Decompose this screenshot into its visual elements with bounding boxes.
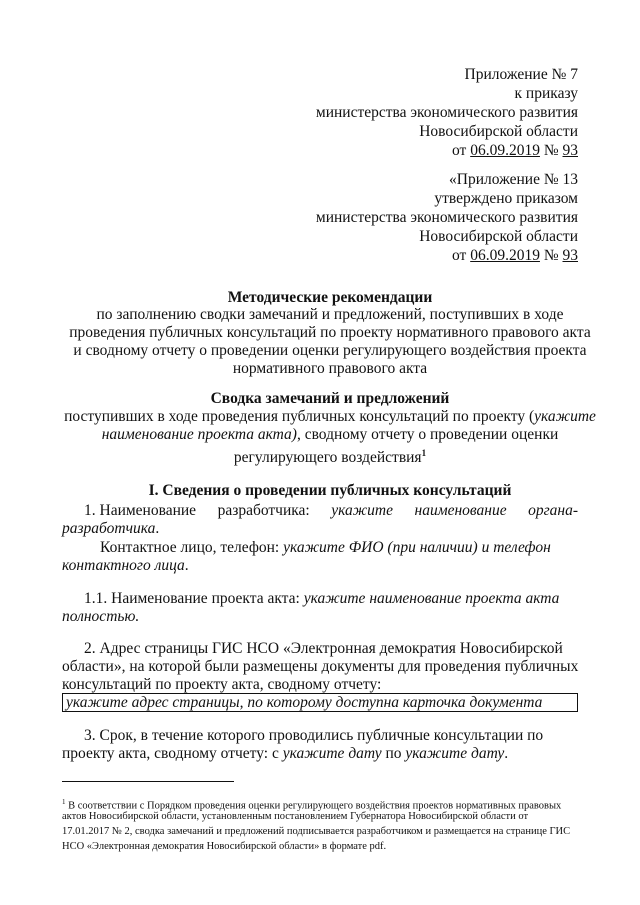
contact-line2-end: .	[184, 557, 189, 574]
p3-text-c: по	[381, 745, 406, 762]
p2-line3: консультаций по проекту акта, сводному отчету:	[62, 676, 382, 693]
header2-line2: утверждено приказом	[434, 190, 578, 207]
p1-line2	[62, 520, 159, 538]
section1-heading: I. Сведения о проведении публичных консультаций	[148, 482, 512, 499]
contact-value: укажите ФИО (при наличии) и телефон	[283, 539, 551, 556]
p1-w4: наименование	[414, 502, 507, 519]
p1-w3: укажите	[331, 502, 393, 519]
summary-line2-text: , сводному отчету о проведении оценки	[296, 426, 559, 443]
p1-w5: органа-	[528, 502, 578, 519]
header1-number: 93	[562, 142, 578, 159]
p1-line1	[62, 502, 578, 520]
footnote-line2: актов Новосибирской области, установленным постановлением Губернатора Новосибирской области от	[62, 811, 529, 822]
title-line4: нормативного правового акта	[232, 360, 428, 377]
summary-line1	[40, 408, 620, 426]
header1-line2: к приказу	[514, 85, 578, 102]
p11-line2: полностью.	[62, 608, 140, 625]
p3-line2	[62, 745, 508, 763]
header2-number: 93	[562, 247, 578, 264]
title-heading: Методические рекомендации	[227, 289, 433, 306]
p11-label: 1.1. Наименование проекта акта:	[84, 590, 300, 607]
contact-line2	[62, 557, 189, 575]
summary-line1-italic: укажите	[534, 408, 596, 425]
contact-line1	[62, 539, 578, 557]
header1-order-ref	[200, 142, 578, 160]
summary-line2-italic: наименование проекта акта)	[101, 426, 297, 443]
title-line2: проведения публичных консультаций по проекту нормативного правового акта	[69, 324, 591, 341]
p11-value: укажите наименование проекта акта	[303, 590, 560, 607]
contact-label: Контактное лицо, телефон:	[100, 539, 280, 556]
header1-line3: министерства экономического развития	[315, 104, 578, 121]
p2-line2: области», на которой были размещены документы для проведения публичных	[62, 658, 579, 675]
summary-line1-text: поступивших в ходе проведения публичных консультаций по проекту (	[64, 408, 535, 425]
header1-num-sign: №	[543, 142, 559, 159]
header1-line1: Приложение № 7	[464, 66, 578, 83]
contact-line2-italic: контактного лица	[62, 557, 185, 574]
p3-line1: 3. Срок, в течение которого проводились публичные консультации по	[84, 727, 544, 744]
footnote-separator	[62, 781, 234, 782]
p2-line1: 2. Адрес страницы ГИС НСО «Электронная демократия Новосибирской	[84, 640, 563, 657]
p1-w1: 1. Наименование	[84, 502, 197, 519]
summary-line3-text: регулирующего воздействия	[233, 449, 422, 467]
header2-num-sign: №	[543, 247, 559, 264]
header1-line4: Новосибирской области	[419, 123, 578, 140]
p3-text-e: .	[504, 745, 509, 762]
summary-footnote-mark: 1	[421, 448, 427, 458]
p1-line2-italic: разработчика	[62, 520, 156, 537]
footnote-line3: 17.01.2017 № 2, сводка замечаний и предложений подписывается разработчиком и размещается на странице ГИС	[62, 826, 571, 837]
p3-date-from: укажите дату	[282, 745, 382, 762]
header2-order-ref	[200, 247, 578, 265]
header1-from: от	[452, 142, 467, 159]
address-value: укажите адрес страницы, по которому доступна карточка документа	[66, 694, 543, 711]
header2-line4: Новосибирской области	[419, 228, 578, 245]
p3-text-a: проекту акта, сводному отчету: с	[62, 745, 283, 762]
header2-line1: «Приложение № 13	[449, 171, 578, 188]
header2-date: 06.09.2019	[470, 247, 540, 264]
header1-date: 06.09.2019	[470, 142, 540, 159]
title-line3: и сводному отчету о проведении оценки регулирующего воздействия проекта	[73, 342, 587, 359]
p1-line2-end: .	[155, 520, 160, 537]
title-line1: по заполнению сводки замечаний и предложений, поступивших в ходе	[96, 306, 564, 323]
header2-from: от	[452, 247, 467, 264]
footnote-line1-text: В соответствии с Порядком проведения оценки регулирующего воздействия проектов нормативных правовых	[68, 800, 562, 812]
p3-date-to: укажите дату	[405, 745, 505, 762]
header2-line3: министерства экономического развития	[315, 209, 578, 226]
summary-line2	[40, 426, 620, 444]
footnote-mark: 1	[62, 798, 66, 806]
footnote-line4: НСО «Электронная демократия Новосибирской области» в формате pdf.	[62, 841, 387, 852]
summary-line3	[40, 444, 620, 467]
p1-w2: разработчика:	[217, 502, 310, 519]
summary-heading: Сводка замечаний и предложений	[210, 390, 450, 407]
p11-line1	[62, 590, 578, 608]
